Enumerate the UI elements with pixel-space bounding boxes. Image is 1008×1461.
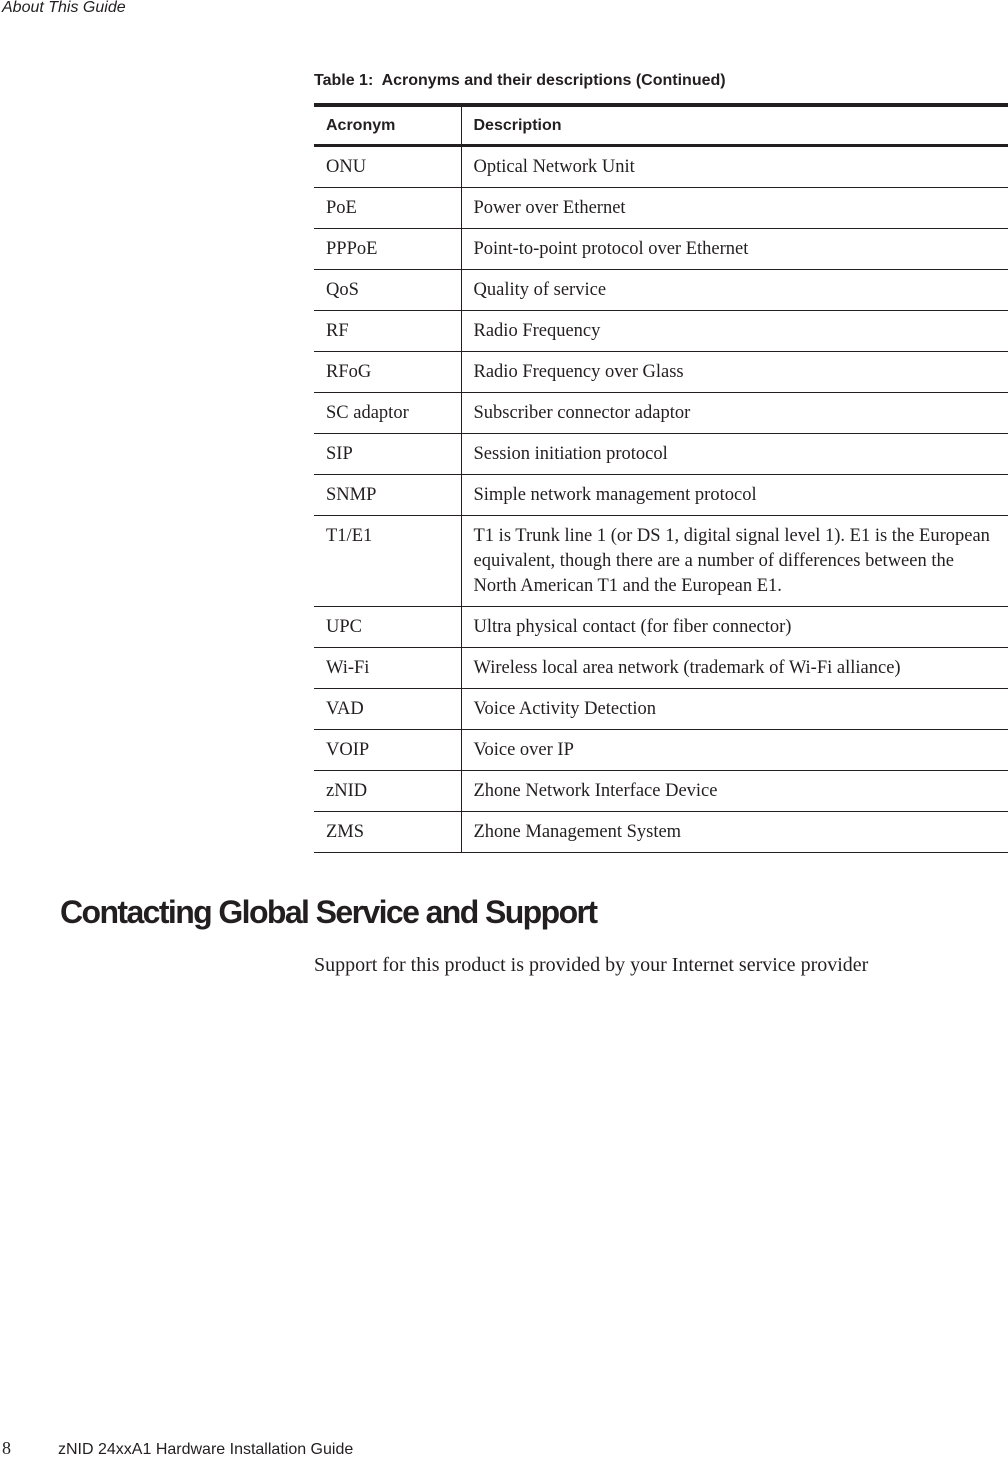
acronym-cell: PPPoE [314,229,461,270]
column-header-acronym: Acronym [314,105,461,146]
footer-document-title: zNID 24xxA1 Hardware Installation Guide [58,1441,354,1458]
description-cell: Voice Activity Detection [461,689,1008,730]
acronym-cell: SNMP [314,475,461,516]
running-header: About This Guide [2,0,126,16]
description-cell: Ultra physical contact (for fiber connector) [461,607,1008,648]
acronym-cell: Wi-Fi [314,648,461,689]
table-row [314,607,1008,648]
description-cell: T1 is Trunk line 1 (or DS 1, digital signal level 1). E1 is the European equivalent, though there are a number of differences between the North American T1 and the European E1. [461,516,1008,607]
table-row [314,188,1008,229]
acronym-cell: QoS [314,270,461,311]
description-cell: Point-to-point protocol over Ethernet [461,229,1008,270]
description-cell: Radio Frequency over Glass [461,352,1008,393]
table-row [314,311,1008,352]
table-header [314,105,1008,146]
description-cell: Zhone Network Interface Device [461,771,1008,812]
description-cell: Simple network management protocol [461,475,1008,516]
description-cell: Subscriber connector adaptor [461,393,1008,434]
table-row [314,689,1008,730]
acronym-cell: ONU [314,146,461,188]
acronym-cell: zNID [314,771,461,812]
description-cell: Optical Network Unit [461,146,1008,188]
table-row [314,730,1008,771]
acronym-cell: RF [314,311,461,352]
acronym-cell: SIP [314,434,461,475]
table-row [314,434,1008,475]
table-row [314,516,1008,607]
description-cell: Voice over IP [461,730,1008,771]
table-caption: Table 1: Acronyms and their descriptions (Continued) [314,72,726,89]
acronym-cell: VAD [314,689,461,730]
acronym-cell: VOIP [314,730,461,771]
acronym-cell: UPC [314,607,461,648]
table-header-row [314,105,1008,146]
table-body [314,146,1008,853]
table-row [314,229,1008,270]
acronym-cell: SC adaptor [314,393,461,434]
page-number: 8 [2,1438,11,1458]
column-header-description: Description [461,105,1008,146]
description-cell: Radio Frequency [461,311,1008,352]
acronyms-table [314,103,1008,853]
acronym-cell: T1/E1 [314,516,461,607]
table-row [314,393,1008,434]
table-row [314,270,1008,311]
description-cell: Power over Ethernet [461,188,1008,229]
description-cell: Quality of service [461,270,1008,311]
acronym-cell: RFoG [314,352,461,393]
table-row [314,146,1008,188]
table-row [314,812,1008,853]
description-cell: Zhone Management System [461,812,1008,853]
section-body-text: Support for this product is provided by your Internet service provider [314,954,869,976]
acronym-cell: ZMS [314,812,461,853]
table-row [314,648,1008,689]
table-row [314,475,1008,516]
table-row [314,352,1008,393]
acronym-cell: PoE [314,188,461,229]
description-cell: Wireless local area network (trademark of Wi-Fi alliance) [461,648,1008,689]
section-heading: Contacting Global Service and Support [60,894,597,930]
table-row [314,771,1008,812]
description-cell: Session initiation protocol [461,434,1008,475]
